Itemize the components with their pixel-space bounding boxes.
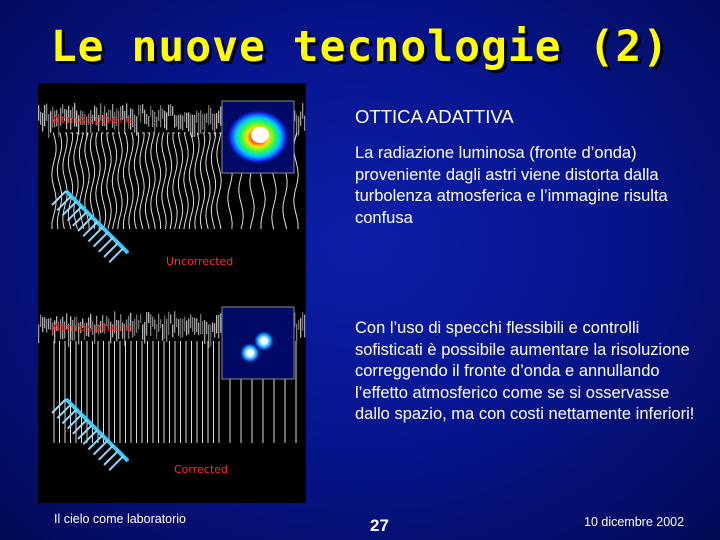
corrected-panel [38, 307, 305, 476]
footer-title: Il cielo come laboratorio [54, 512, 187, 526]
paragraph-distortion: La radiazione luminosa (fronte d’onda) proveniente dagli astri viene distorta dalla turbolenza atmosferica e l’immagine risulta confusa [355, 144, 668, 227]
atmosphere-label-top: Atmosphere [52, 113, 134, 126]
section-subtitle: OTTICA ADATTIVA [355, 106, 514, 127]
paragraph-correction: Con l’uso di specchi flessibili e controlli sofisticati è possibile aumentare la risoluzione correggendo il fronte d’onda e annullando l’effetto atmosferico come se si osservasse dallo spazio, ma con costi nettamente inferiori! [355, 319, 695, 423]
atmosphere-label-bottom: Atmosphere [52, 321, 134, 334]
adaptive-optics-figure [38, 83, 306, 503]
footer-date: 10 dicembre 2002 [584, 515, 685, 529]
uncorrected-caption: Uncorrected [166, 255, 234, 268]
slide-title: Le nuove tecnologie (2) [50, 22, 670, 72]
corrected-caption: Corrected [174, 463, 228, 476]
uncorrected-panel [38, 101, 305, 268]
page-number: 27 [370, 516, 389, 535]
